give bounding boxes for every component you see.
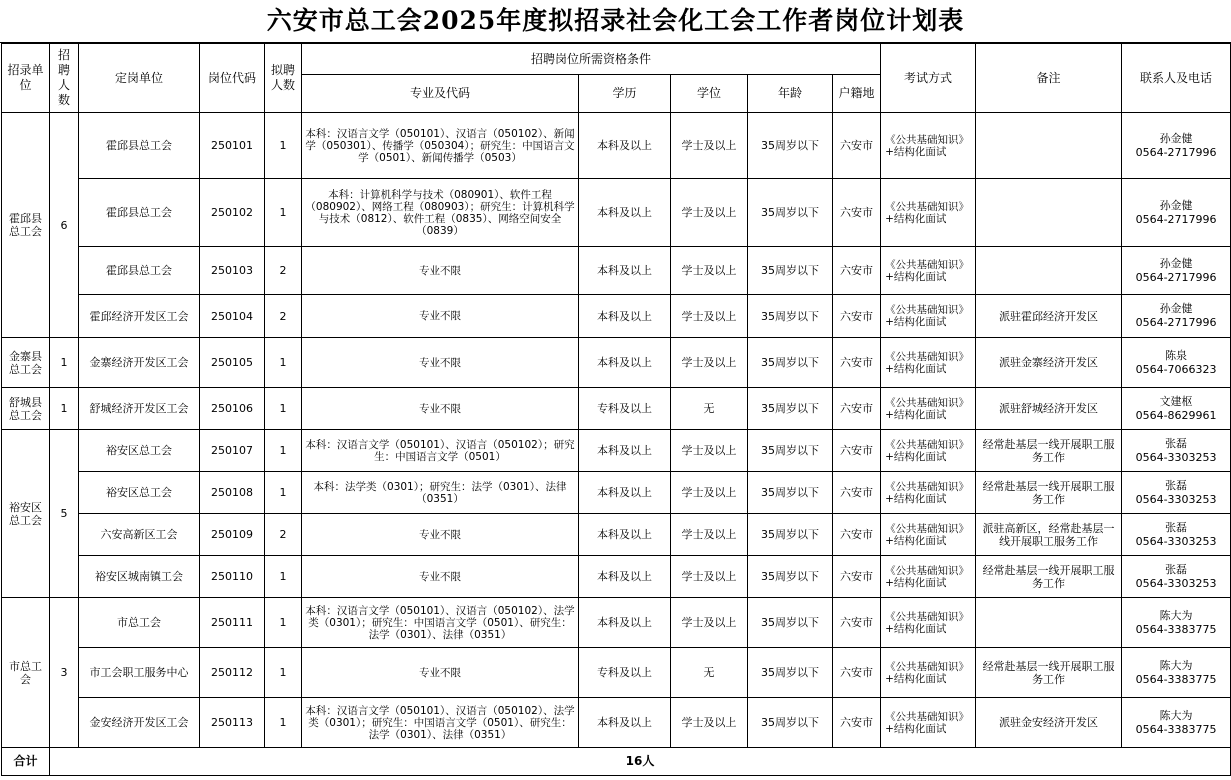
degree-cell: 学士及以上 [671,179,748,247]
header-age: 年龄 [748,75,833,113]
residence-cell: 六安市 [833,113,881,179]
remark-cell [976,113,1122,179]
contact-cell [1122,514,1231,556]
contact-phone: 0564-3383775 [1135,722,1217,736]
contact-cell [1122,598,1231,648]
contact-phone: 0564-2717996 [1135,270,1217,284]
remark-cell [976,179,1122,247]
exam-cell: 《公共基础知识》+结构化面试 [881,598,976,648]
education-cell: 本科及以上 [579,295,671,338]
planned-count-cell: 1 [265,648,302,698]
planned-count-cell: 2 [265,295,302,338]
post-code-cell: 250103 [200,247,265,295]
education-cell: 专科及以上 [579,388,671,430]
post-unit-cell: 市总工会 [79,598,200,648]
contact-name: 孙金健 [1159,256,1193,270]
age-cell: 35周岁以下 [748,247,833,295]
major-cell: 本科：法学类（0301）；研究生：法学（0301）、法律（0351） [302,472,579,514]
remark-cell: 派驻霍邱经济开发区 [976,295,1122,338]
contact-cell [1122,295,1231,338]
age-cell: 35周岁以下 [748,430,833,472]
residence-cell: 六安市 [833,598,881,648]
age-cell: 35周岁以下 [748,338,833,388]
table-row [2,514,1231,556]
education-cell: 本科及以上 [579,338,671,388]
exam-cell: 《公共基础知识》+结构化面试 [881,514,976,556]
remark-cell: 经常赴基层一线开展职工服务工作 [976,430,1122,472]
post-unit-cell: 金安经济开发区工会 [79,698,200,748]
planned-count-cell: 1 [265,472,302,514]
exam-cell: 《公共基础知识》+结构化面试 [881,430,976,472]
post-unit-cell: 六安高新区工会 [79,514,200,556]
post-code-cell: 250109 [200,514,265,556]
remark-cell: 派驻金安经济开发区 [976,698,1122,748]
post-code-cell: 250110 [200,556,265,598]
degree-cell: 学士及以上 [671,514,748,556]
major-cell: 专业不限 [302,514,579,556]
contact-name: 文建枢 [1159,394,1193,408]
unit-count-cell: 1 [50,338,79,388]
contact-cell [1122,179,1231,247]
residence-cell: 六安市 [833,514,881,556]
header-remark: 备注 [976,44,1122,113]
residence-cell: 六安市 [833,388,881,430]
contact-name: 张磊 [1165,436,1188,450]
education-cell: 本科及以上 [579,247,671,295]
unit-cell: 裕安区总工会 [2,430,50,598]
residence-cell: 六安市 [833,430,881,472]
post-unit-cell: 霍邱经济开发区工会 [79,295,200,338]
exam-cell: 《公共基础知识》+结构化面试 [881,113,976,179]
table-row [2,598,1231,648]
contact-phone: 0564-3383775 [1135,672,1217,686]
exam-cell: 《公共基础知识》+结构化面试 [881,295,976,338]
table-row [2,430,1231,472]
planned-count-cell: 1 [265,338,302,388]
post-code-cell: 250111 [200,598,265,648]
header-residence: 户籍地 [833,75,881,113]
education-cell: 本科及以上 [579,179,671,247]
post-unit-cell: 霍邱县总工会 [79,247,200,295]
degree-cell: 学士及以上 [671,698,748,748]
contact-cell [1122,472,1231,514]
unit-count-cell: 6 [50,113,79,338]
contact-name: 张磊 [1165,478,1188,492]
age-cell: 35周岁以下 [748,598,833,648]
education-cell: 本科及以上 [579,113,671,179]
header-post-code: 岗位代码 [200,44,265,113]
exam-cell: 《公共基础知识》+结构化面试 [881,556,976,598]
education-cell: 专科及以上 [579,648,671,698]
age-cell: 35周岁以下 [748,514,833,556]
contact-cell [1122,113,1231,179]
contact-phone: 0564-3303253 [1135,534,1217,548]
remark-cell [976,598,1122,648]
total-value: 16人 [50,748,1231,776]
contact-name: 孙金健 [1159,302,1193,315]
post-code-cell: 250104 [200,295,265,338]
unit-cell: 金寨县总工会 [2,338,50,388]
post-code-cell: 250101 [200,113,265,179]
post-unit-cell: 裕安区城南镇工会 [79,556,200,598]
major-cell: 本科：汉语言文学（050101）、汉语言（050102）、法学类（0301）；研究生：中国语言文学（0501）、研究生：法学（0301）、法律（0351） [302,698,579,748]
remark-cell: 经常赴基层一线开展职工服务工作 [976,648,1122,698]
post-unit-cell: 霍邱县总工会 [79,179,200,247]
contact-cell [1122,556,1231,598]
contact-cell [1122,430,1231,472]
contact-name: 张磊 [1165,520,1188,534]
age-cell: 35周岁以下 [748,388,833,430]
post-unit-cell: 霍邱县总工会 [79,113,200,179]
degree-cell: 学士及以上 [671,338,748,388]
post-unit-cell: 市工会职工服务中心 [79,648,200,698]
post-code-cell: 250107 [200,430,265,472]
header-exam: 考试方式 [881,44,976,113]
major-cell: 本科：计算机科学与技术（080901）、软件工程（080902）、网络工程（080903）；研究生：计算机科学与技术（0812）、软件工程（0835）、网络空间安全（0839） [302,179,579,247]
unit-cell: 舒城县总工会 [2,388,50,430]
remark-cell: 派驻高新区，经常赴基层一线开展职工服务工作 [976,514,1122,556]
total-label: 合计 [2,748,50,776]
age-cell: 35周岁以下 [748,113,833,179]
education-cell: 本科及以上 [579,430,671,472]
contact-cell [1122,338,1231,388]
post-unit-cell: 裕安区总工会 [79,472,200,514]
age-cell: 35周岁以下 [748,648,833,698]
age-cell: 35周岁以下 [748,472,833,514]
table-row [2,472,1231,514]
age-cell: 35周岁以下 [748,179,833,247]
header-major: 专业及代码 [302,75,579,113]
remark-cell: 派驻金寨经济开发区 [976,338,1122,388]
major-cell: 专业不限 [302,388,579,430]
planned-count-cell: 1 [265,698,302,748]
table-row [2,295,1231,338]
planned-count-cell: 1 [265,430,302,472]
residence-cell: 六安市 [833,648,881,698]
table-row [2,698,1231,748]
post-code-cell: 250112 [200,648,265,698]
degree-cell: 无 [671,648,748,698]
planned-count-cell: 1 [265,179,302,247]
major-cell: 本科：汉语言文学（050101）、汉语言（050102）、新闻学（050301）、传播学（050304）；研究生：中国语言文学（0501）、新闻传播学（0503） [302,113,579,179]
post-code-cell: 250102 [200,179,265,247]
header-unit: 招录单位 [2,44,50,113]
table-row [2,113,1231,179]
page-title: 六安市总工会2025年度拟招录社会化工会工作者岗位计划表 [0,0,1231,43]
contact-name: 陈大为 [1159,658,1193,672]
contact-phone: 0564-3383775 [1135,622,1217,636]
degree-cell: 学士及以上 [671,598,748,648]
planned-count-cell: 1 [265,113,302,179]
table-row [2,556,1231,598]
table-row [2,179,1231,247]
education-cell: 本科及以上 [579,514,671,556]
remark-cell: 派驻舒城经济开发区 [976,388,1122,430]
degree-cell: 学士及以上 [671,430,748,472]
degree-cell: 学士及以上 [671,295,748,338]
contact-name: 张磊 [1165,562,1188,576]
residence-cell: 六安市 [833,556,881,598]
major-cell: 专业不限 [302,295,579,338]
education-cell: 本科及以上 [579,556,671,598]
education-cell: 本科及以上 [579,472,671,514]
residence-cell: 六安市 [833,295,881,338]
planned-count-cell: 1 [265,598,302,648]
major-cell: 专业不限 [302,338,579,388]
recruitment-table [1,43,1231,776]
degree-cell: 学士及以上 [671,472,748,514]
contact-name: 陈大为 [1159,608,1193,622]
education-cell: 本科及以上 [579,698,671,748]
contact-cell [1122,388,1231,430]
header-planned: 拟聘人数 [265,44,302,113]
age-cell: 35周岁以下 [748,295,833,338]
remark-cell: 经常赴基层一线开展职工服务工作 [976,556,1122,598]
table-row [2,338,1231,388]
post-unit-cell: 裕安区总工会 [79,430,200,472]
major-cell: 本科：汉语言文学（050101）、汉语言（050102）、法学类（0301）；研究生：中国语言文学（0501）、研究生：法学（0301）、法律（0351） [302,598,579,648]
contact-name: 孙金健 [1159,131,1193,145]
planned-count-cell: 2 [265,514,302,556]
post-unit-cell: 舒城经济开发区工会 [79,388,200,430]
header-count: 招聘人数 [50,44,79,113]
contact-name: 陈泉 [1165,348,1188,362]
major-cell: 专业不限 [302,648,579,698]
residence-cell: 六安市 [833,338,881,388]
contact-cell [1122,648,1231,698]
unit-count-cell: 1 [50,388,79,430]
exam-cell: 《公共基础知识》+结构化面试 [881,247,976,295]
header-degree: 学位 [671,75,748,113]
exam-cell: 《公共基础知识》+结构化面试 [881,472,976,514]
contact-phone: 0564-8629961 [1135,408,1217,422]
contact-phone: 0564-3303253 [1135,492,1217,506]
contact-cell [1122,698,1231,748]
unit-cell: 市总工会 [2,598,50,748]
major-cell: 本科：汉语言文学（050101）、汉语言（050102）；研究生：中国语言文学（0501） [302,430,579,472]
exam-cell: 《公共基础知识》+结构化面试 [881,698,976,748]
degree-cell: 无 [671,388,748,430]
exam-cell: 《公共基础知识》+结构化面试 [881,179,976,247]
post-code-cell: 250106 [200,388,265,430]
table-row [2,388,1231,430]
residence-cell: 六安市 [833,472,881,514]
header-post-unit: 定岗单位 [79,44,200,113]
header-contact: 联系人及电话 [1122,44,1231,113]
contact-phone: 0564-2717996 [1135,316,1217,329]
major-cell: 专业不限 [302,556,579,598]
remark-cell [976,247,1122,295]
exam-cell: 《公共基础知识》+结构化面试 [881,388,976,430]
degree-cell: 学士及以上 [671,113,748,179]
contact-phone: 0564-7066323 [1135,362,1217,376]
contact-name: 陈大为 [1159,708,1193,722]
post-code-cell: 250105 [200,338,265,388]
unit-count-cell: 5 [50,430,79,598]
residence-cell: 六安市 [833,179,881,247]
contact-phone: 0564-3303253 [1135,576,1217,590]
residence-cell: 六安市 [833,247,881,295]
education-cell: 本科及以上 [579,598,671,648]
remark-cell: 经常赴基层一线开展职工服务工作 [976,472,1122,514]
age-cell: 35周岁以下 [748,698,833,748]
exam-cell: 《公共基础知识》+结构化面试 [881,648,976,698]
contact-phone: 0564-2717996 [1135,145,1217,159]
table-row [2,247,1231,295]
degree-cell: 学士及以上 [671,247,748,295]
header-qualifications: 招聘岗位所需资格条件 [302,44,881,75]
contact-phone: 0564-3303253 [1135,450,1217,464]
header-education: 学历 [579,75,671,113]
post-code-cell: 250113 [200,698,265,748]
major-cell: 专业不限 [302,247,579,295]
contact-name: 孙金健 [1159,198,1193,212]
post-code-cell: 250108 [200,472,265,514]
contact-phone: 0564-2717996 [1135,212,1217,226]
unit-count-cell: 3 [50,598,79,748]
planned-count-cell: 2 [265,247,302,295]
planned-count-cell: 1 [265,556,302,598]
age-cell: 35周岁以下 [748,556,833,598]
exam-cell: 《公共基础知识》+结构化面试 [881,338,976,388]
unit-cell: 霍邱县总工会 [2,113,50,338]
planned-count-cell: 1 [265,388,302,430]
contact-cell [1122,247,1231,295]
post-unit-cell: 金寨经济开发区工会 [79,338,200,388]
table-row [2,648,1231,698]
residence-cell: 六安市 [833,698,881,748]
degree-cell: 学士及以上 [671,556,748,598]
